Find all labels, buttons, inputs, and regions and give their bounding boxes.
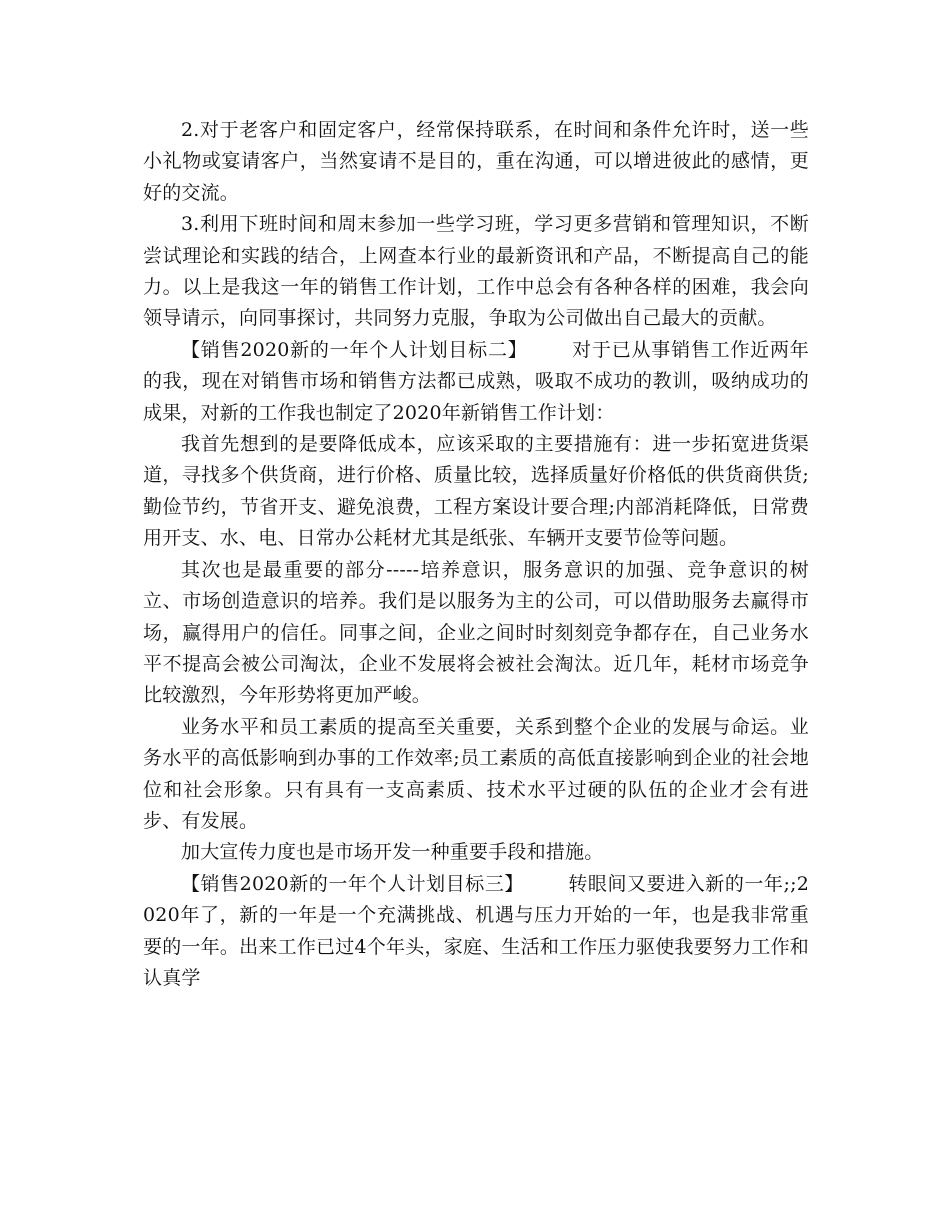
paragraph-awareness [143,555,809,712]
paragraph-text: 3.利用下班时间和周末参加一些学习班，学习更多营销和管理知识，不断尝试理论和实践的结合，上网查本行业的最新资讯和产品，不断提高自己的能力。以上是我这一年的销售工作计划，工作中总会有各种各样的困难，我会向领导请示，向同事探讨，共同努力克服，争取为公司做出自己最大的贡献。 [143,213,809,330]
paragraph-goal-three [143,869,809,995]
paragraph-study-plan [143,209,809,335]
section-heading: 【销售2020新的一年个人计划目标三】 [181,872,524,895]
paragraph-customer-contact [143,115,809,209]
paragraph-goal-two [143,335,809,429]
paragraph-promotion [143,837,809,868]
paragraph-text: 加大宣传力度也是市场开发一种重要手段和措施。 [181,841,604,864]
paragraph-text: 2.对于老客户和固定客户，经常保持联系，在时间和条件允许时，送一些小礼物或宴请客户，当然宴请不是目的，重在沟通，可以增进彼此的感情，更好的交流。 [143,119,809,204]
paragraph-text: 转眼间又要进入新的一年;;2020年了，新的一年是一个充满挑战、机遇与压力开始的一年，也是我非常重要的一年。出来工作已过4个年头，家庭、生活和工作压力驱使我要努力工作和认真学 [143,872,809,989]
paragraph-staff-quality [143,712,809,838]
paragraph-text: 对于已从事销售工作近两年的我，现在对销售市场和销售方法都已成熟，吸取不成功的教训，吸纳成功的成果，对新的工作我也制定了2020年新销售工作计划： [143,338,810,424]
paragraph-text: 业务水平和员工素质的提高至关重要，关系到整个企业的发展与命运。业务水平的高低影响到办事的工作效率;员工素质的高低直接影响到企业的社会地位和社会形象。只有具有一支高素质、技术水平过硬的队伍的企业才会有进步、有发展。 [143,715,809,832]
document-body [143,115,809,994]
paragraph-text: 其次也是最重要的部分-----培养意识，服务意识的加强、竞争意识的树立、市场创造意识的培养。我们是以服务为主的公司，可以借助服务去赢得市场，赢得用户的信任。同事之间，企业之间时时刻刻竞争都存在，自己业务水平不提高会被公司淘汰，企业不发展将会被社会淘汰。近几年，耗材市场竞争比较激烈，今年形势将更加严峻。 [143,558,809,707]
paragraph-text: 我首先想到的是要降低成本，应该采取的主要措施有：进一步拓宽进货渠道，寻找多个供货商，进行价格、质量比较，选择质量好价格低的供货商供货;勤俭节约，节省开支、避免浪费，工程方案设计要合理;内部消耗降低，日常费用开支、水、电、日常办公耗材尤其是纸张、车辆开支要节俭等问题。 [143,433,809,550]
section-heading: 【销售2020新的一年个人计划目标二】 [181,338,528,361]
paragraph-cost-reduction [143,429,809,555]
